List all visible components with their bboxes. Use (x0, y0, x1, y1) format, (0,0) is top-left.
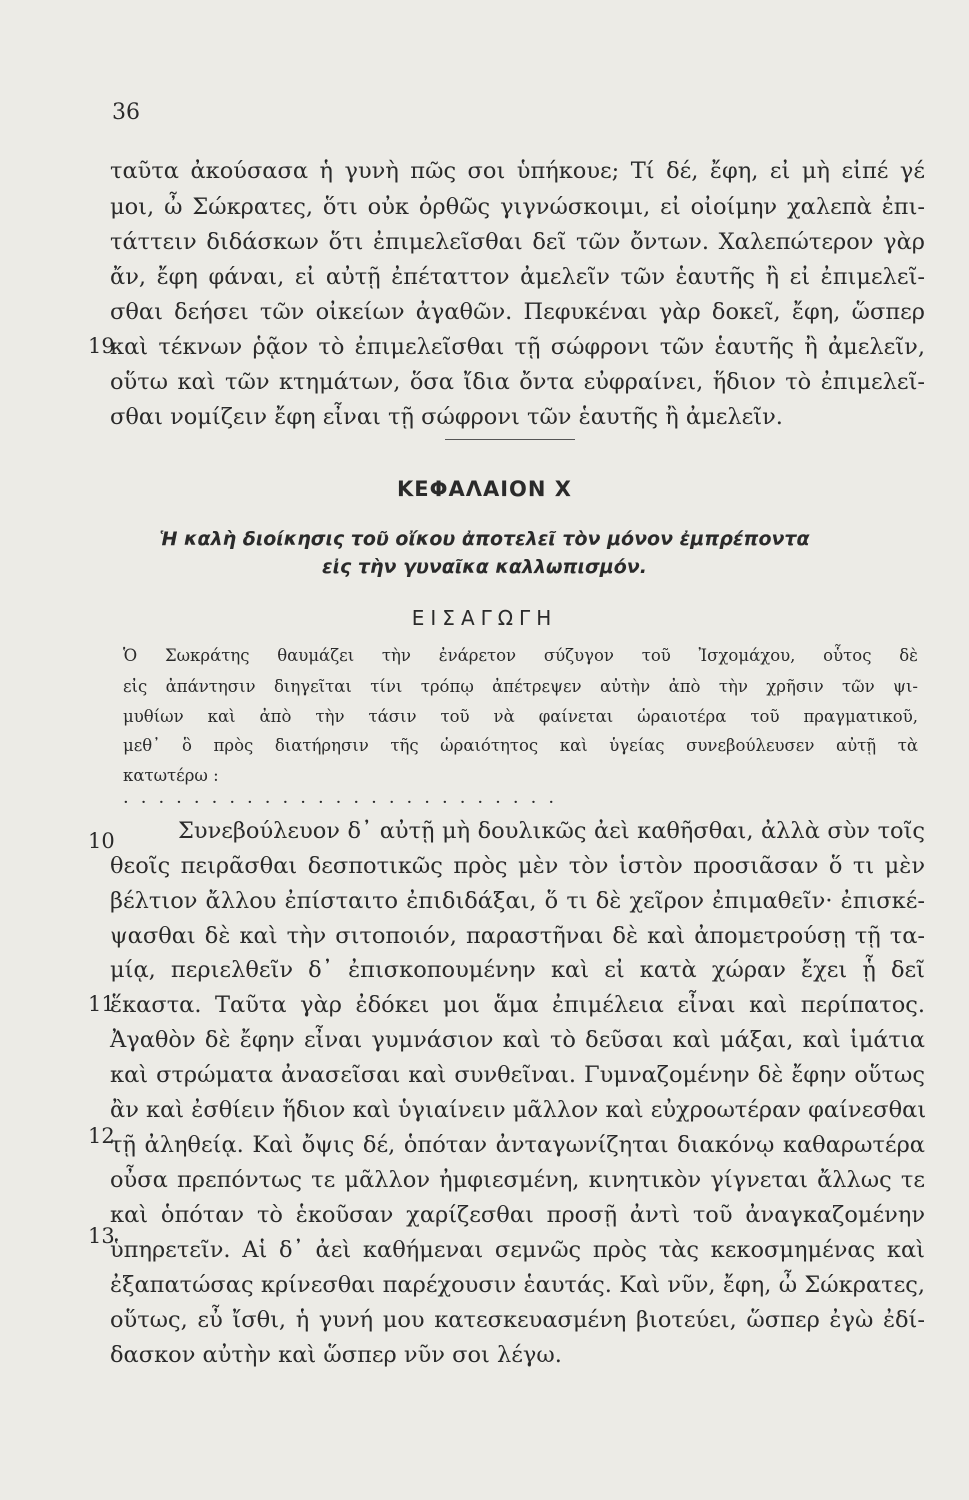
text-line: οὕτως, εὖ ἴσθι, ἡ γυνή μου κατεσκευασμένη βιοτεύει, ὥσπερ ἐγὼ ἐδί- (110, 1307, 925, 1333)
intro-line: κατωτέρω : (123, 766, 219, 785)
text-line: οὖσα πρεπόντως τε μᾶλλον ἠμφιεσμένη, κινητικὸν γίγνεται ἄλλως τε (110, 1167, 925, 1193)
text-line: ἐξαπατώσας κρίνεσθαι παρέχουσιν ἑαυτάς. Καὶ νῦν, ἔφη, ὦ Σώκρατες, (110, 1272, 925, 1298)
text-line: Ἀγαθὸν δὲ ἔφην εἶναι γυμνάσιον καὶ τὸ δεῦσαι καὶ μάξαι, καὶ ἱμάτια (110, 1027, 925, 1053)
text-line: δασκον αὐτὴν καὶ ὥσπερ νῦν σοι λέγω. (110, 1342, 562, 1368)
text-line: μοι, ὦ Σώκρατες, ὅτι οὐκ ὀρθῶς γιγνώσκοιμι, εἰ οἰοίμην χαλεπὰ ἐπι- (110, 194, 925, 220)
text-line: τῇ ἀληθείᾳ. Καὶ ὄψις δέ, ὁπόταν ἀνταγωνίζηται διακόνῳ καθαρωτέρα (110, 1132, 925, 1158)
text-line: βέλτιον ἄλλου ἐπίσταιτο ἐπιδιδάξαι, ὅ τι δὲ χεῖρον ἐπιμαθεῖν· ἐπισκέ- (110, 888, 925, 914)
text-line: σθαι δεήσει τῶν οἰκείων ἀγαθῶν. Πεφυκέναι γὰρ δοκεῖ, ἔφη, ὥσπερ (110, 299, 925, 325)
intro-heading: ΕΙΣΑΓΩΓΗ (411, 606, 558, 630)
text-line: ὑπηρετεῖν. Αἱ δ᾿ ἀεὶ καθήμεναι σεμνῶς πρὸς τὰς κεκοσμημένας καὶ (110, 1237, 925, 1263)
text-line: ἕκαστα. Ταῦτα γὰρ ἐδόκει μοι ἅμα ἐπιμέλεια εἶναι καὶ περίπατος. (110, 992, 925, 1018)
chapter-subtitle: εἰς τὴν γυναῖκα καλλωπισμόν. (322, 556, 647, 578)
section-number: 19 (88, 334, 115, 358)
text-line: τάττειν διδάσκων ὅτι ἐπιμελεῖσθαι δεῖ τῶν ὄντων. Χαλεπώτερον γὰρ (110, 229, 925, 255)
section-number: 12 (88, 1124, 115, 1148)
text-line: καὶ ὁπόταν τὸ ἑκοῦσαν χαρίζεσθαι προσῇ ἀντὶ τοῦ ἀναγκαζομένην (110, 1202, 925, 1228)
text-line: μίᾳ, περιελθεῖν δ᾿ ἐπισκοπουμένην καὶ εἰ κατὰ χώραν ἔχει ᾗ δεῖ (110, 957, 925, 983)
text-line: Συνεβούλευον δ᾿ αὐτῇ μὴ δουλικῶς ἀεὶ καθῆσθαι, ἀλλὰ σὺν τοῖς (178, 818, 925, 844)
text-line: καὶ τέκνων ῥᾷον τὸ ἐπιμελεῖσθαι τῇ σώφρονι τῶν ἑαυτῆς ἢ ἀμελεῖν, (110, 334, 925, 360)
text-line: ψασθαι δὲ καὶ τὴν σιτοποιόν, παραστῆναι δὲ καὶ ἀπομετρούσῃ τῇ τα- (110, 923, 925, 949)
chapter-subtitle: Ἡ καλὴ διοίκησις τοῦ οἴκου ἀποτελεῖ τὸν μόνον ἐμπρέποντα (159, 528, 810, 550)
chapter-heading: ΚΕΦΑΛΑΙΟΝ Χ (397, 477, 572, 501)
intro-line: μεθ᾿ ὃ πρὸς διατήρησιν τῆς ὡραιότητος καὶ ὑγείας συνεβούλευσεν αὐτῇ τὰ (123, 736, 918, 755)
text-line: θεοῖς πειρᾶσθαι δεσποτικῶς πρὸς μὲν τὸν ἱστὸν προσιᾶσαν ὅ τι μὲν (110, 853, 925, 879)
text-line: σθαι νομίζειν ἔφη εἶναι τῇ σώφρονι τῶν ἑαυτῆς ἢ ἀμελεῖν. (110, 404, 783, 430)
ellipsis-dots: ························· (123, 792, 567, 813)
text-line: ἂν καὶ ἐσθίειν ἥδιον καὶ ὑγιαίνειν μᾶλλον καὶ εὐχροωτέραν φαίνεσθαι (110, 1097, 927, 1123)
intro-line: Ὁ Σωκράτης θαυμάζει τὴν ἐνάρετον σύζυγον τοῦ Ἰσχομάχου, οὗτος δὲ (123, 646, 918, 665)
intro-line: μυθίων καὶ ἀπὸ τὴν τάσιν τοῦ νὰ φαίνεται ὡραιοτέρα τοῦ πραγματικοῦ, (123, 707, 918, 726)
section-number: 10 (88, 829, 115, 853)
section-divider (445, 439, 575, 440)
text-line: ταῦτα ἀκούσασα ἡ γυνὴ πῶς σοι ὑπήκουε; Τί δέ, ἔφη, εἰ μὴ εἰπέ γέ (110, 158, 925, 184)
intro-line: εἰς ἀπάντησιν διηγεῖται τίνι τρόπῳ ἀπέτρεψεν αὐτὴν ἀπὸ τὴν χρῆσιν τῶν ψι- (123, 677, 918, 696)
text-line: καὶ στρώματα ἀνασεῖσαι καὶ συνθεῖναι. Γυμναζομένην δὲ ἔφην οὕτως (110, 1062, 925, 1088)
text-line: οὕτω καὶ τῶν κτημάτων, ὅσα ἴδια ὄντα εὐφραίνει, ἥδιον τὸ ἐπιμελεῖ- (110, 369, 925, 395)
section-number: 13 (88, 1224, 115, 1248)
section-number: 11 (88, 992, 115, 1016)
text-line: ἄν, ἔφη φάναι, εἰ αὐτῇ ἐπέταττον ἀμελεῖν τῶν ἑαυτῆς ἢ εἰ ἐπιμελεῖ- (110, 264, 925, 290)
page-number: 36 (112, 100, 140, 125)
